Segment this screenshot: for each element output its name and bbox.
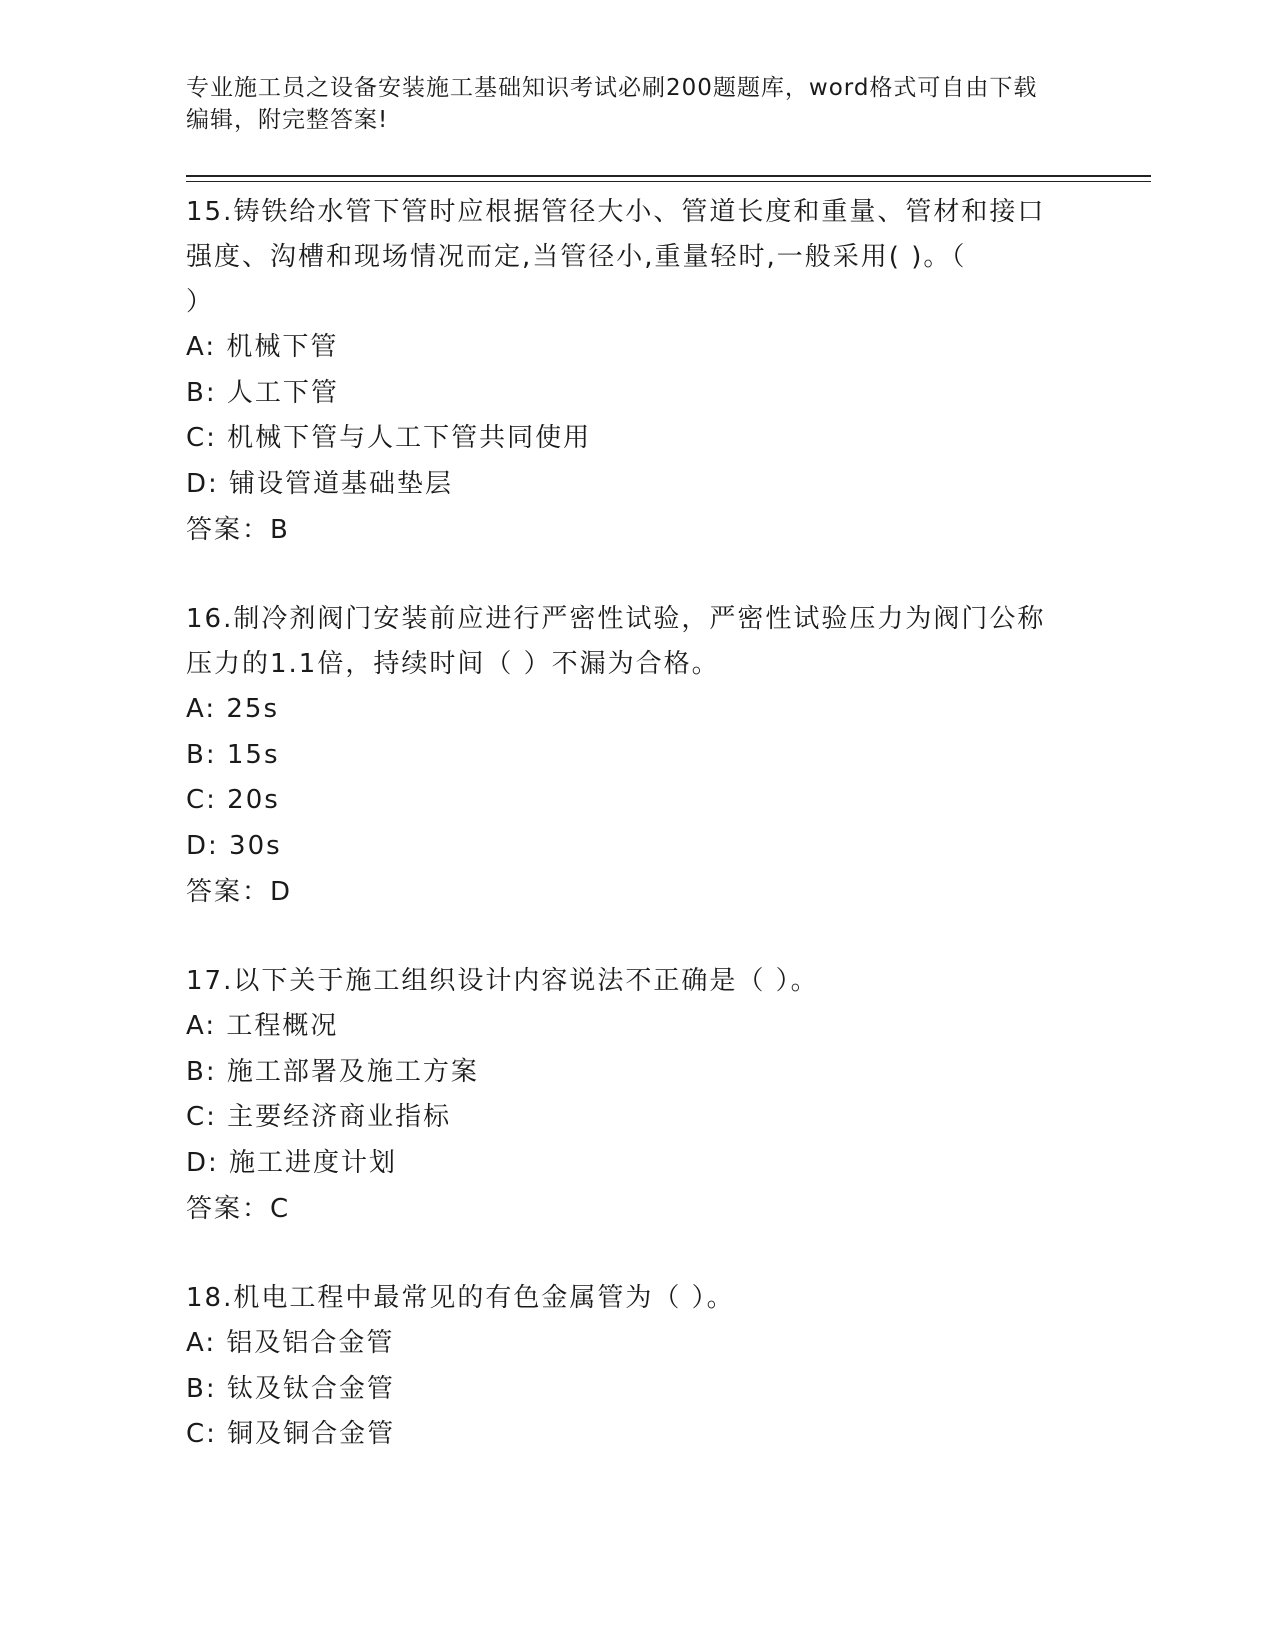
question-block-15 — [186, 190, 1086, 553]
option-a: A: 铝及铝合金管 — [186, 1328, 395, 1358]
document-header — [186, 72, 1086, 136]
answer-line: 答案：B — [186, 515, 290, 545]
answer-line: 答案：C — [186, 1194, 291, 1224]
header-title-line-1: 专业施工员之设备安装施工基础知识考试必刷200题题库，word格式可自由下载 — [186, 75, 1038, 101]
question-text-line: 17.以下关于施工组织设计内容说法不正确是（ ）。 — [186, 966, 819, 996]
question-block-18 — [186, 1276, 1086, 1458]
question-text-line: ） — [186, 287, 215, 317]
option-c: C: 铜及铜合金管 — [186, 1419, 396, 1449]
header-divider-thick — [186, 175, 1151, 177]
option-c: C: 机械下管与人工下管共同使用 — [186, 423, 592, 453]
option-a: A: 机械下管 — [186, 332, 339, 362]
header-divider-thin — [186, 181, 1151, 182]
question-spacer — [186, 553, 1086, 597]
option-d: D: 30s — [186, 830, 282, 861]
question-text-line: 18.机电工程中最常见的有色金属管为（ ）。 — [186, 1283, 735, 1313]
question-text-line: 强度、沟槽和现场情况而定,当管径小,重量轻时,一般采用( )。（ — [186, 242, 967, 272]
question-list — [186, 190, 1086, 1458]
answer-line: 答案：D — [186, 877, 293, 907]
question-text-line: 16.制冷剂阀门安装前应进行严密性试验，严密性试验压力为阀门公称 — [186, 604, 1046, 634]
question-text-line: 15.铸铁给水管下管时应根据管径大小、管道长度和重量、管材和接口 — [186, 197, 1046, 227]
option-b: B: 15s — [186, 739, 280, 770]
question-text-line: 压力的1.1倍，持续时间（ ）不漏为合格。 — [186, 649, 720, 679]
option-a: A: 25s — [186, 694, 279, 724]
option-c: C: 主要经济商业指标 — [186, 1102, 452, 1132]
option-b: B: 施工部署及施工方案 — [186, 1056, 479, 1087]
question-block-17 — [186, 959, 1086, 1232]
option-c: C: 20s — [186, 785, 280, 815]
option-b: B: 钛及钛合金管 — [186, 1373, 395, 1404]
option-b: B: 人工下管 — [186, 377, 339, 408]
question-spacer — [186, 1232, 1086, 1276]
option-d: D: 铺设管道基础垫层 — [186, 468, 454, 499]
question-spacer — [186, 915, 1086, 959]
question-block-16 — [186, 597, 1086, 915]
option-a: A: 工程概况 — [186, 1011, 339, 1041]
header-title-line-2: 编辑，附完整答案! — [186, 107, 389, 133]
option-d: D: 施工进度计划 — [186, 1147, 398, 1178]
